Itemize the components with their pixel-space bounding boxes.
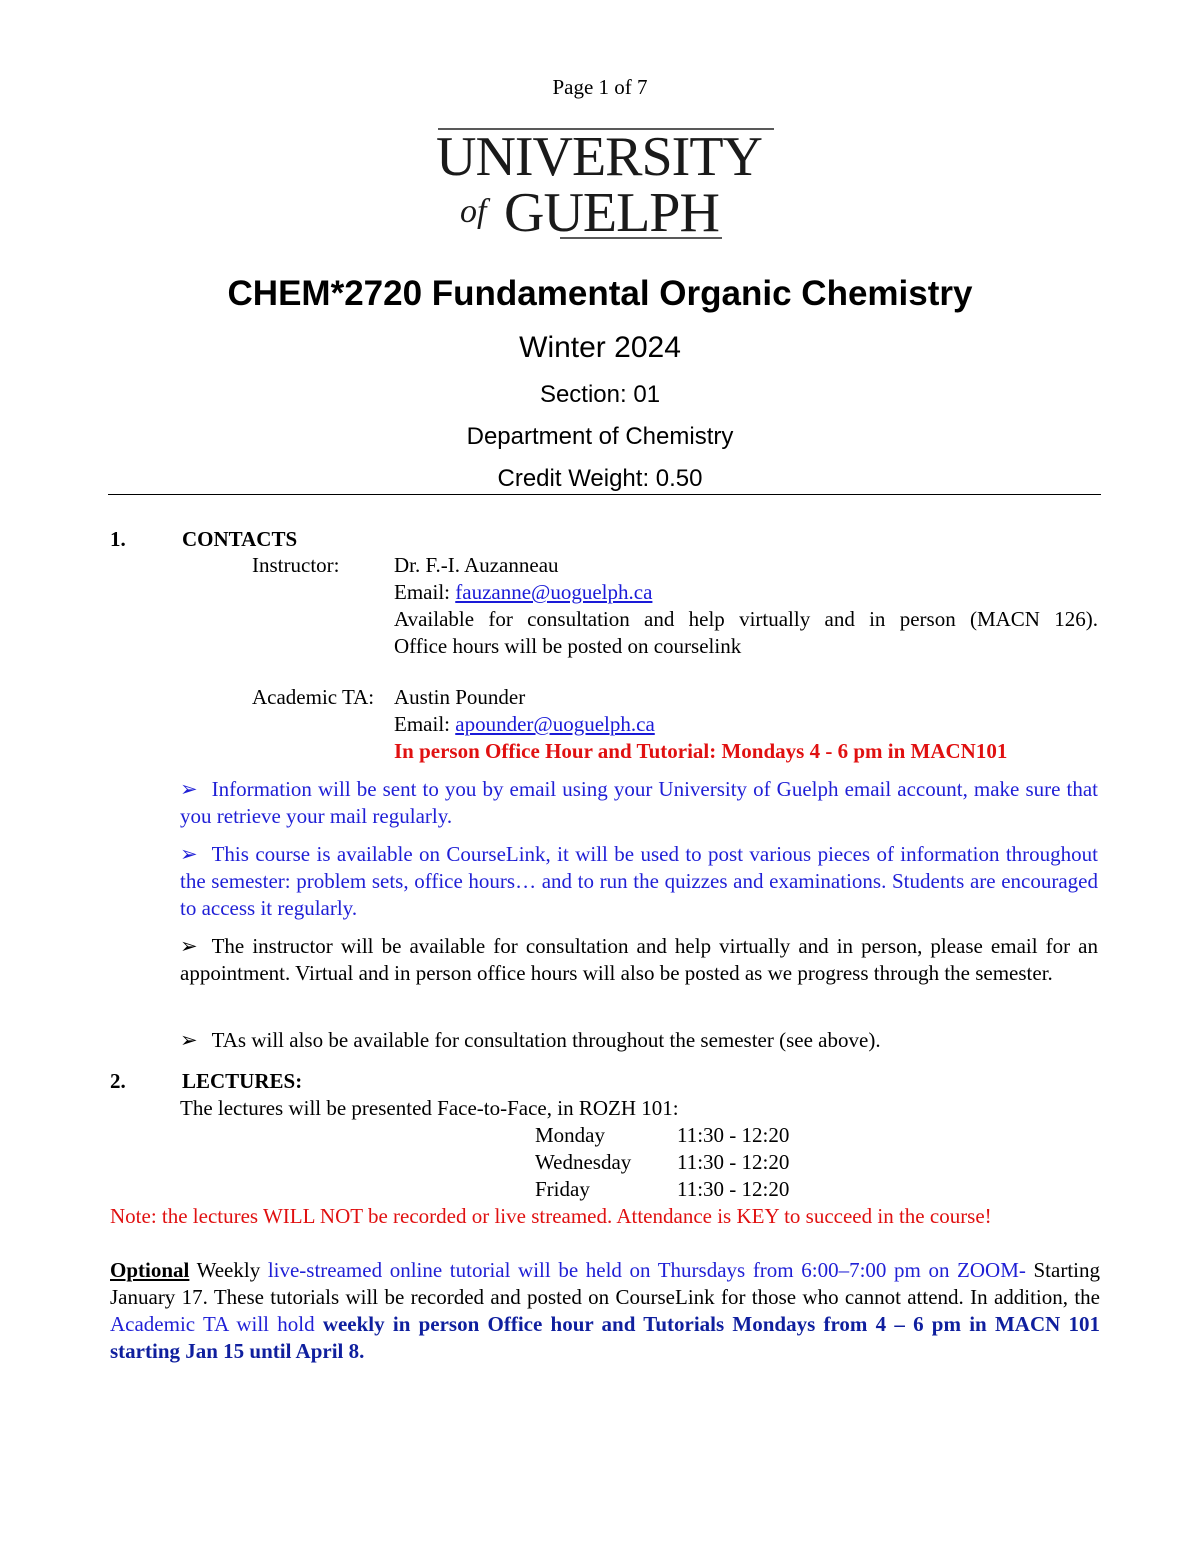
ta-email-line [394,711,655,738]
instructor-availability: Available for consultation and help virtually and in person (MACN 126). [394,607,1098,631]
bullet-text: Information will be sent to you by email using your University of Guelph email account, make sure that you retrieve your mail regularly. [180,777,1098,828]
contacts-number: 1. [110,527,126,551]
schedule-day: Wednesday [535,1150,632,1174]
title-divider [108,494,1101,495]
recording-note: Note: the lectures WILL NOT be recorded or live streamed. Attendance is KEY to succeed in the course! [110,1204,992,1228]
instructor-name: Dr. F.-I. Auzanneau [394,553,559,577]
university-logo [432,124,778,244]
optional-tutorial-paragraph [110,1257,1100,1365]
bullet-courselink [180,841,1098,922]
department: Department of Chemistry [466,423,734,450]
contacts-heading: CONTACTS [182,527,298,551]
arrow-bullet-icon: ➢ [180,842,198,866]
ta-office-hour: In person Office Hour and Tutorial: Mondays 4 - 6 pm in MACN101 [394,739,1008,763]
optional-zoom-text: live-streamed online tutorial will be held on Thursdays from 6:00–7:00 pm on ZOOM- [267,1258,1026,1282]
lectures-number: 2. [110,1069,126,1093]
schedule-time: 11:30 - 12:20 [677,1123,790,1147]
ta-email-link[interactable]: apounder@uoguelph.ca [455,712,655,736]
bullet-text: The instructor will be available for consultation and help virtually and in person, please email for an appointment. Virtual and in person office hours will also be posted as we progress through the semester. [180,934,1098,985]
optional-ta-text: Academic TA will hold [110,1312,323,1336]
instructor-email-link[interactable]: fauzanne@uoguelph.ca [455,580,653,604]
page-number: Page 1 of 7 [552,75,648,99]
section: Section: 01 [539,381,661,408]
schedule-time: 11:30 - 12:20 [677,1150,790,1174]
bullet-email-info [180,776,1098,830]
course-title: CHEM*2720 Fundamental Organic Chemistry [227,274,973,313]
schedule-day: Friday [535,1177,590,1201]
arrow-bullet-icon: ➢ [180,934,198,958]
bullet-text: This course is available on CourseLink, it will be used to post various pieces of information throughout the semester: problem sets, office hours… and to run the quizzes and examinations. Students are encouraged to access it regularly. [180,842,1098,920]
instructor-email-line [394,579,652,606]
bullet-ta-consultation [180,1027,881,1054]
instructor-label: Instructor: [252,553,340,577]
term: Winter 2024 [519,331,681,364]
logo-university: UNIVERSITY [436,126,762,188]
bullet-instructor-consultation [180,933,1098,987]
lectures-heading: LECTURES: [182,1069,303,1093]
ta-email-label: Email: [394,712,456,736]
arrow-bullet-icon: ➢ [180,777,198,801]
ta-label: Academic TA: [252,685,375,709]
instructor-email-label: Email: [394,580,456,604]
optional-office-hours: weekly in person Office hour and Tutorials Mondays from 4 – 6 pm in MACN 101 starting Jan 15 until April 8. [110,1312,1100,1363]
schedule-time: 11:30 - 12:20 [677,1177,790,1201]
instructor-office-hours: Office hours will be posted on courselink [394,634,742,658]
ta-name: Austin Pounder [394,685,526,709]
arrow-bullet-icon: ➢ [180,1028,198,1052]
optional-rest: Starting January 17. These tutorials will be recorded and posted on CourseLink for those who cannot attend. In addition, the [110,1258,1100,1309]
lectures-intro: The lectures will be presented Face-to-Face, in ROZH 101: [180,1096,679,1120]
bullet-text: TAs will also be available for consultation throughout the semester (see above). [211,1028,881,1052]
logo-of: of [460,193,487,230]
optional-word: Optional [110,1258,190,1282]
optional-weekly: Weekly [189,1258,268,1282]
credit-weight: Credit Weight: 0.50 [497,465,703,492]
logo-guelph: GUELPH [504,182,719,244]
schedule-day: Monday [535,1123,605,1147]
